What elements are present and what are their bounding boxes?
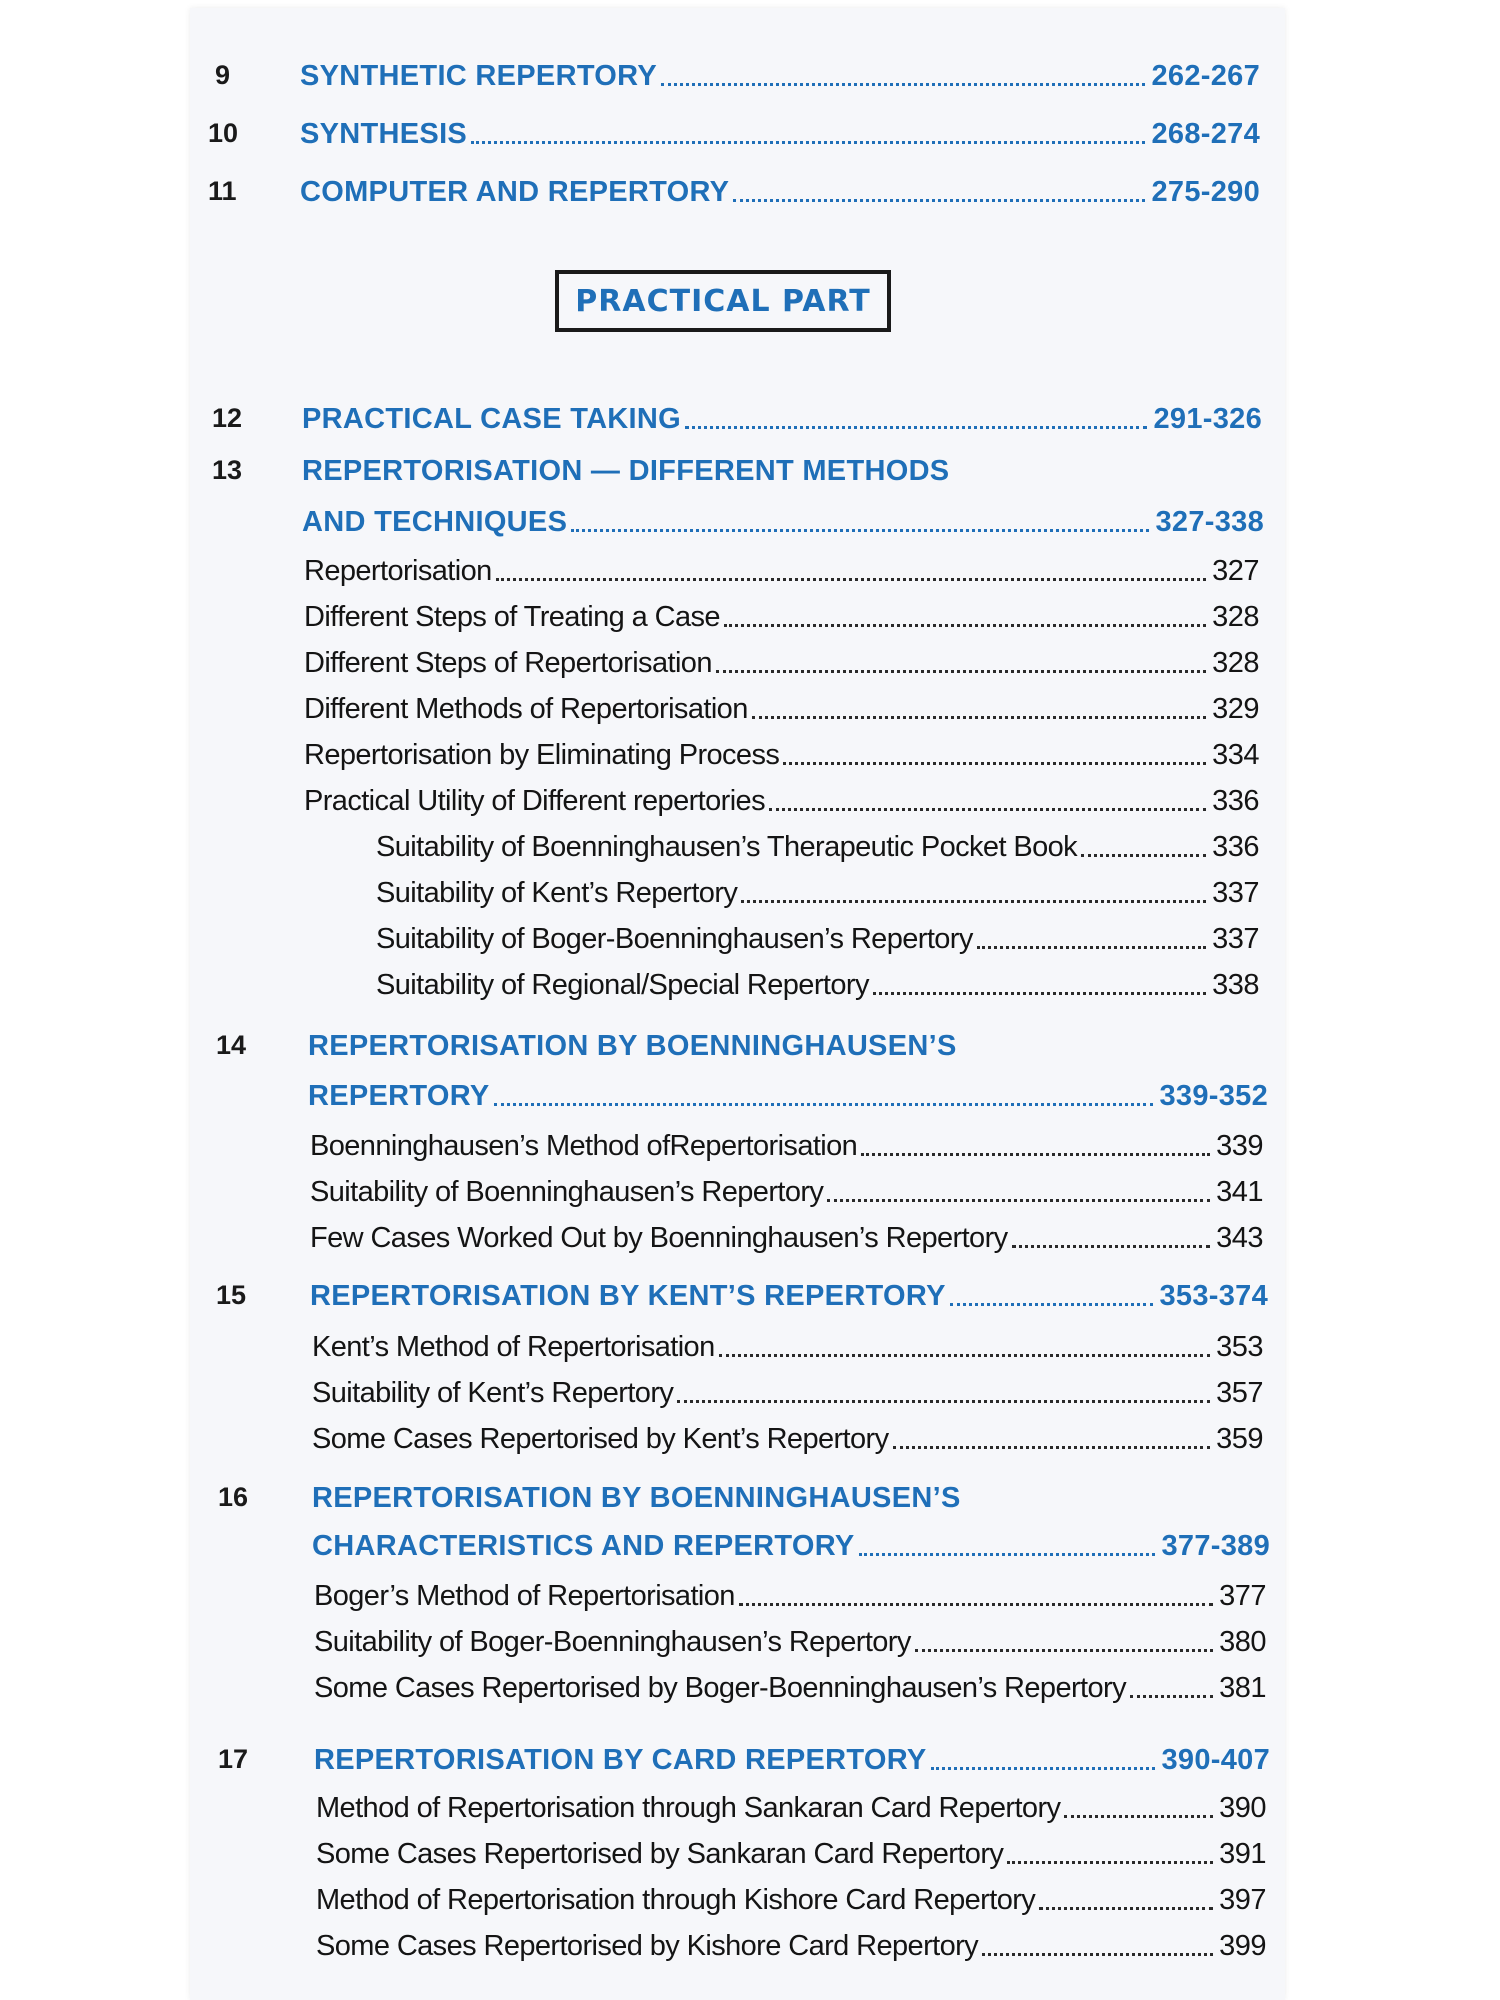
subentry-title: Method of Repertorisation through Kishore Card Repertory — [316, 1884, 1036, 1916]
dot-leader — [471, 140, 1145, 144]
subentry-title: Different Steps of Repertorisation — [304, 647, 712, 679]
dot-leader — [719, 1353, 1210, 1357]
dot-leader — [1039, 1906, 1213, 1910]
page-number: 359 — [1216, 1423, 1263, 1455]
toc-subentry[interactable] — [304, 739, 1259, 772]
subentry-title: Practical Utility of Different repertories — [304, 785, 765, 817]
chapter-number: 12 — [212, 403, 243, 433]
subentry-title: Some Cases Repertorised by Sankaran Card Repertory — [316, 1838, 1004, 1870]
page-number: 341 — [1216, 1176, 1263, 1208]
toc-subentry[interactable] — [310, 1222, 1263, 1255]
toc-entry-chapter-9[interactable] — [300, 60, 1260, 93]
chapter-title-line1[interactable]: REPERTORISATION BY BOENNINGHAUSEN’S — [312, 1482, 961, 1514]
toc-subentry[interactable] — [314, 1626, 1266, 1659]
dot-leader — [915, 1648, 1213, 1652]
dot-leader — [661, 82, 1145, 86]
dot-leader — [741, 899, 1206, 903]
subentry-title: Some Cases Repertorised by Boger-Boenninghausen’s Repertory — [314, 1672, 1126, 1704]
page-number: 377 — [1219, 1580, 1266, 1612]
dot-leader — [982, 1952, 1213, 1956]
toc-subsubentry[interactable] — [376, 969, 1259, 1002]
chapter-number: 13 — [212, 455, 243, 485]
page-number: 391 — [1219, 1838, 1266, 1870]
toc-entry-chapter-12[interactable] — [302, 403, 1262, 436]
page-number: 397 — [1219, 1884, 1266, 1916]
subentry-title: Different Steps of Treating a Case — [304, 601, 720, 633]
dot-leader — [724, 623, 1206, 627]
chapter-number: 17 — [218, 1744, 249, 1774]
toc-subentry[interactable] — [312, 1423, 1263, 1456]
dot-leader — [769, 807, 1206, 811]
subentry-title: Repertorisation — [304, 555, 492, 587]
dot-leader — [950, 1302, 1154, 1306]
page-number: 343 — [1216, 1222, 1263, 1254]
toc-subsubentry[interactable] — [376, 923, 1259, 956]
toc-subentry[interactable] — [312, 1331, 1263, 1364]
subentry-title: Suitability of Kent’s Repertory — [312, 1377, 674, 1409]
dot-leader — [861, 1152, 1210, 1156]
page-number: 339 — [1216, 1130, 1263, 1162]
page-range: 275-290 — [1151, 176, 1260, 208]
dot-leader — [827, 1198, 1210, 1202]
chapter-title: SYNTHESIS — [300, 118, 468, 150]
dot-leader — [685, 425, 1147, 429]
page-range: 339-352 — [1159, 1080, 1268, 1112]
page-number: 336 — [1212, 785, 1259, 817]
dot-leader — [931, 1766, 1156, 1770]
toc-subentry[interactable] — [304, 647, 1259, 680]
chapter-title: REPERTORISATION BY CARD REPERTORY — [314, 1744, 927, 1776]
page-number: 336 — [1212, 831, 1259, 863]
toc-subentry[interactable] — [304, 693, 1259, 726]
page-range: 268-274 — [1151, 118, 1260, 150]
page-number: 337 — [1212, 877, 1259, 909]
page-range: 291-326 — [1153, 403, 1262, 435]
chapter-title: COMPUTER AND REPERTORY — [300, 176, 730, 208]
page-number: 338 — [1212, 969, 1259, 1001]
subentry-title: Suitability of Kent’s Repertory — [376, 877, 738, 909]
toc-subentry[interactable] — [314, 1672, 1266, 1705]
toc-subsubentry[interactable] — [376, 877, 1259, 910]
dot-leader — [496, 577, 1206, 581]
toc-subentry[interactable] — [304, 601, 1259, 634]
page-number: 328 — [1212, 601, 1259, 633]
dot-leader — [977, 945, 1206, 949]
subentry-title: Boenninghausen’s Method ofRepertorisation — [310, 1130, 858, 1162]
subentry-title: Kent’s Method of Repertorisation — [312, 1331, 715, 1363]
chapter-title: REPERTORISATION BY KENT’S REPERTORY — [310, 1280, 946, 1312]
dot-leader — [1064, 1814, 1213, 1818]
page-range: 262-267 — [1151, 60, 1260, 92]
dot-leader — [677, 1399, 1210, 1403]
subentry-title: Some Cases Repertorised by Kishore Card Repertory — [316, 1930, 979, 1962]
toc-subentry[interactable] — [316, 1838, 1266, 1871]
page-number: 390 — [1219, 1792, 1266, 1824]
dot-leader — [873, 991, 1206, 995]
toc-entry-chapter-14[interactable] — [308, 1080, 1268, 1113]
section-heading-box — [555, 270, 891, 332]
chapter-number: 9 — [215, 60, 231, 90]
dot-leader — [859, 1552, 1156, 1556]
page-number: 357 — [1216, 1377, 1263, 1409]
dot-leader — [752, 715, 1206, 719]
dot-leader — [1130, 1694, 1213, 1698]
toc-subentry[interactable] — [310, 1130, 1263, 1163]
dot-leader — [571, 528, 1149, 532]
page-range: 353-374 — [1159, 1280, 1268, 1312]
toc-subentry[interactable] — [316, 1792, 1266, 1825]
chapter-number: 15 — [216, 1280, 247, 1310]
subentry-title: Method of Repertorisation through Sankaran Card Repertory — [316, 1792, 1061, 1824]
toc-entry-chapter-10[interactable] — [300, 118, 1260, 151]
subentry-title: Boger’s Method of Repertorisation — [314, 1580, 735, 1612]
subentry-title: Suitability of Regional/Special Repertory — [376, 969, 869, 1001]
toc-subentry[interactable] — [304, 555, 1259, 588]
chapter-title-line1[interactable]: REPERTORISATION BY BOENNINGHAUSEN’S — [308, 1030, 957, 1062]
chapter-title-line2: REPERTORY — [308, 1080, 490, 1112]
subentry-title: Few Cases Worked Out by Boenninghausen’s Repertory — [310, 1222, 1008, 1254]
chapter-number: 10 — [208, 118, 239, 148]
dot-leader — [1007, 1860, 1213, 1864]
toc-entry-chapter-11[interactable] — [300, 176, 1260, 209]
chapter-title-line2: AND TECHNIQUES — [302, 506, 568, 538]
toc-subentry[interactable] — [312, 1377, 1263, 1410]
page-number: 327 — [1212, 555, 1259, 587]
toc-subsubentry[interactable] — [376, 831, 1259, 864]
toc-subentry[interactable] — [314, 1580, 1266, 1613]
toc-subentry[interactable] — [310, 1176, 1263, 1209]
toc-entry-chapter-15[interactable] — [310, 1280, 1268, 1313]
page-number: 380 — [1219, 1626, 1266, 1658]
subentry-title: Suitability of Boger-Boenninghausen’s Repertory — [314, 1626, 911, 1658]
dot-leader — [1012, 1244, 1211, 1248]
chapter-number: 11 — [208, 176, 237, 206]
subentry-title: Suitability of Boger-Boenninghausen’s Repertory — [376, 923, 973, 955]
chapter-number: 14 — [216, 1030, 247, 1060]
chapter-title: SYNTHETIC REPERTORY — [300, 60, 657, 92]
subentry-title: Suitability of Boenninghausen’s Repertory — [310, 1176, 824, 1208]
chapter-title: PRACTICAL CASE TAKING — [302, 403, 682, 435]
section-heading: PRACTICAL PART — [575, 283, 871, 319]
chapter-number: 16 — [218, 1482, 249, 1512]
page-number: 381 — [1219, 1672, 1266, 1704]
page-number: 353 — [1216, 1331, 1263, 1363]
chapter-title-line1[interactable]: REPERTORISATION — DIFFERENT METHODS — [302, 455, 950, 487]
page-number: 328 — [1212, 647, 1259, 679]
dot-leader — [716, 669, 1206, 673]
page-number: 334 — [1212, 739, 1259, 771]
toc-entry-chapter-16[interactable] — [312, 1530, 1270, 1563]
toc-entry-chapter-17[interactable] — [314, 1744, 1270, 1777]
toc-subentry[interactable] — [304, 785, 1259, 818]
subentry-title: Different Methods of Repertorisation — [304, 693, 748, 725]
toc-subentry[interactable] — [316, 1930, 1266, 1963]
page-number: 399 — [1219, 1930, 1266, 1962]
page-number: 337 — [1212, 923, 1259, 955]
dot-leader — [733, 198, 1145, 202]
toc-subentry[interactable] — [316, 1884, 1266, 1917]
subentry-title: Repertorisation by Eliminating Process — [304, 739, 780, 771]
dot-leader — [893, 1445, 1211, 1449]
book-page — [190, 8, 1285, 2000]
page-range: 390-407 — [1161, 1744, 1270, 1776]
page-range: 377-389 — [1161, 1530, 1270, 1562]
dot-leader — [494, 1102, 1154, 1106]
dot-leader — [739, 1602, 1213, 1606]
toc-entry-chapter-13[interactable] — [302, 506, 1264, 539]
page-range: 327-338 — [1155, 506, 1264, 538]
chapter-title-line2: CHARACTERISTICS AND REPERTORY — [312, 1530, 855, 1562]
dot-leader — [783, 761, 1206, 765]
subentry-title: Some Cases Repertorised by Kent’s Repertory — [312, 1423, 889, 1455]
dot-leader — [1081, 853, 1206, 857]
page-number: 329 — [1212, 693, 1259, 725]
subentry-title: Suitability of Boenninghausen’s Therapeutic Pocket Book — [376, 831, 1078, 863]
